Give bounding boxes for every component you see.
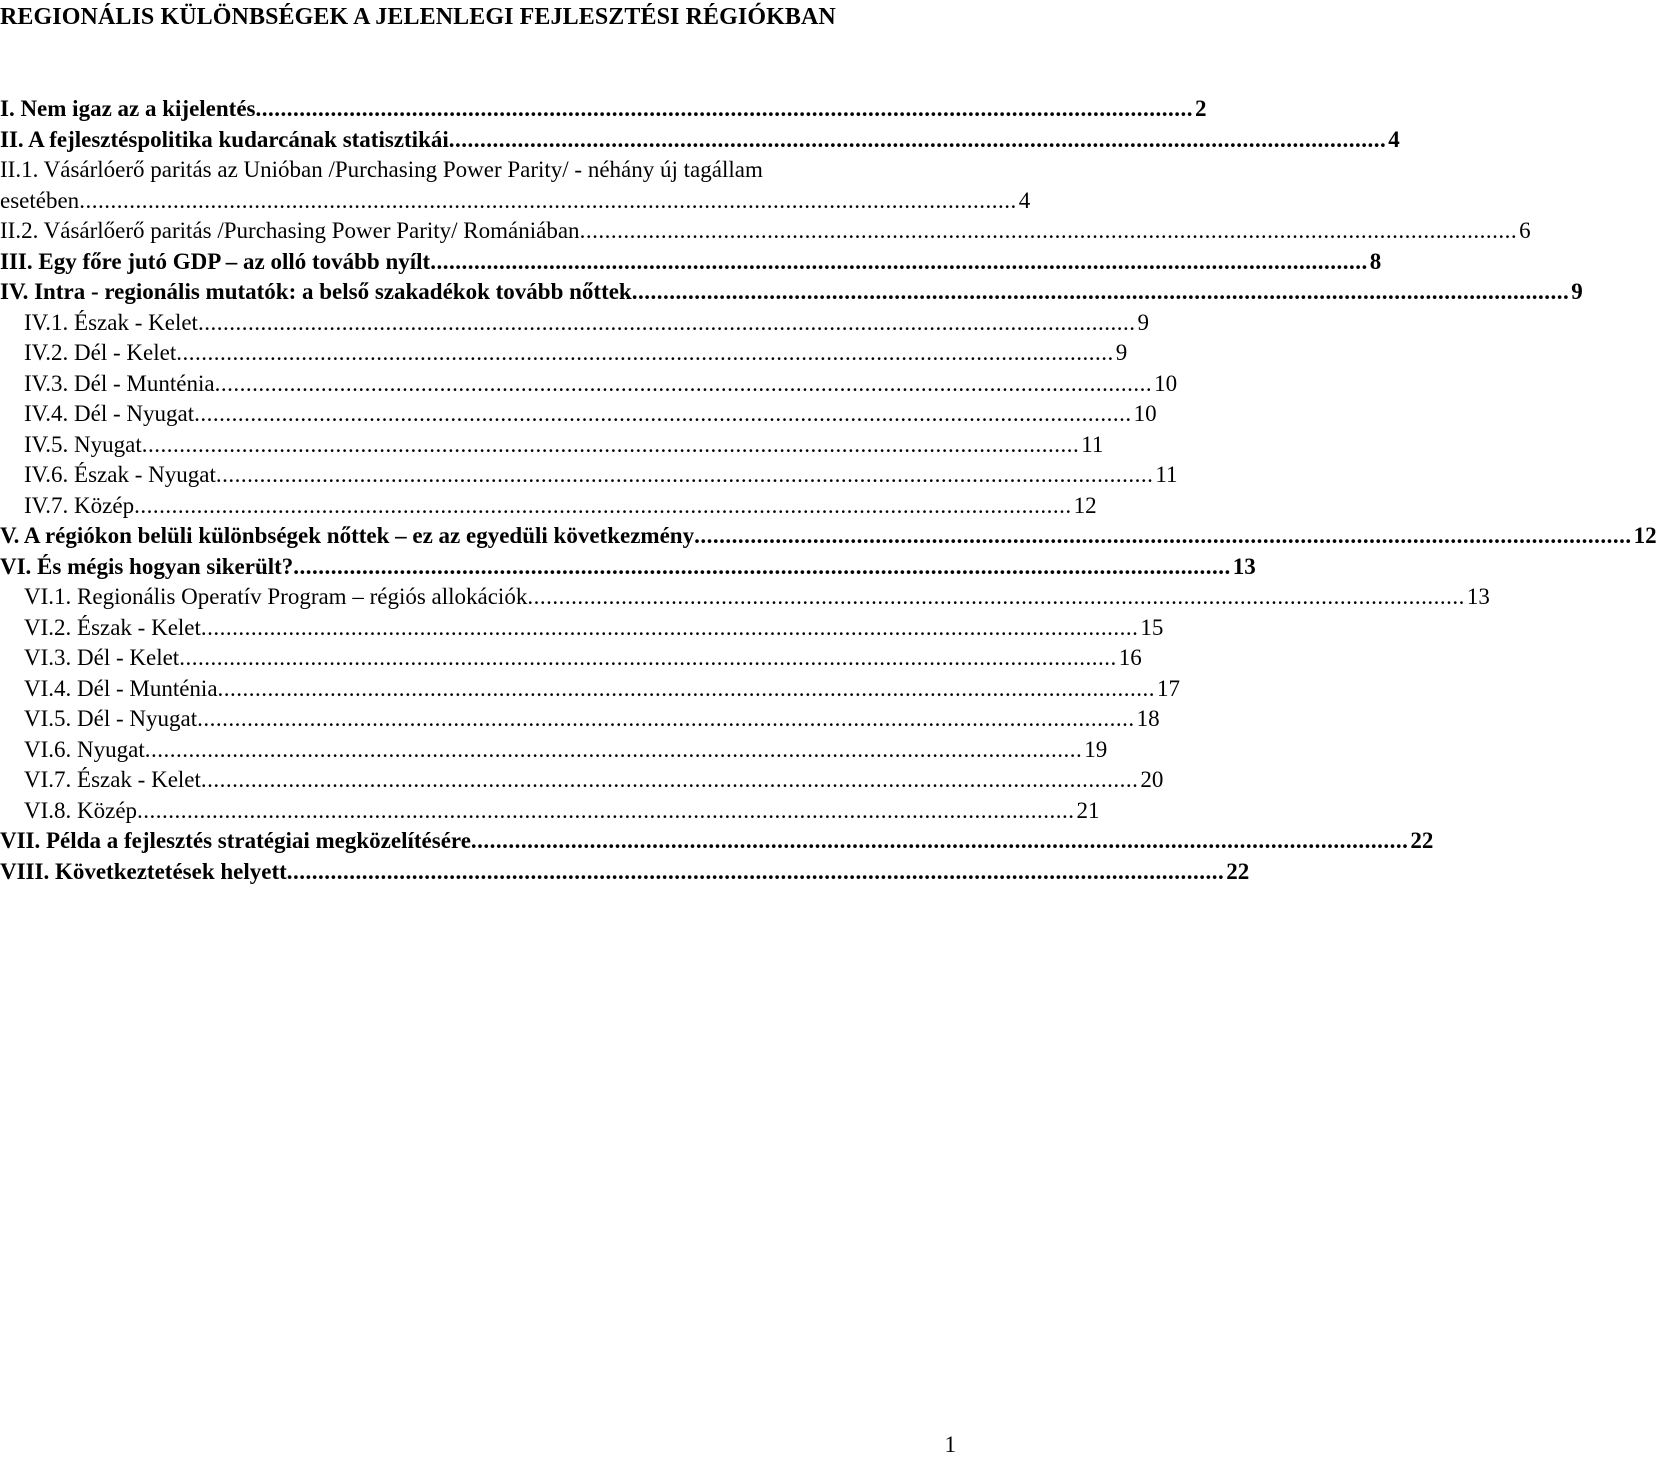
toc-entry-title: IV.7. Közép [24,492,135,518]
toc-entry[interactable] [0,399,1157,430]
toc-entry-page: 13 [1232,553,1256,579]
toc-entry-page: 22 [1410,828,1434,853]
toc-entry-page: 22 [1226,858,1250,884]
toc-entry-page: 11 [1081,431,1104,457]
toc-entry[interactable] [0,613,1164,644]
toc-entry[interactable] [0,491,1097,522]
toc-entry[interactable] [0,186,1031,217]
toc-entry[interactable] [0,826,1434,857]
toc-entry-page: 13 [1466,584,1490,609]
toc-entry-page: 12 [1073,492,1097,518]
toc-entry-title: VI.3. Dél - Kelet [24,645,180,670]
toc-entry-title: VI.1. Regionális Operatív Program – régiós allokációk [24,584,528,609]
toc-entry-page: 20 [1140,767,1164,792]
toc-entry-title: esetében [0,187,80,213]
toc-entry-title: I. Nem igaz az a kijelentés [0,96,256,121]
toc-entry-title: VI. És mégis hogyan sikerült? [0,553,294,579]
toc-entry-page: 4 [1018,187,1031,213]
toc-leader-dots: ...................................................................................................................................................... [430,248,1368,274]
toc-entry-title: VI.2. Észak - Kelet [24,614,201,640]
toc-leader-dots: ...................................................................................................................................................... [217,675,1156,701]
toc-leader-dots: ...................................................................................................................................................... [255,96,1193,121]
toc-entry-page: 2 [1195,96,1207,121]
toc-entry[interactable] [0,338,1128,369]
toc-leader-dots: ...................................................................................................................................................... [579,218,1518,243]
toc-leader-dots: ...................................................................................................................................................... [631,279,1570,304]
toc-entry[interactable] [0,94,1207,125]
toc-entry-page: 21 [1076,797,1100,823]
page-number: 1 [944,1432,956,1457]
toc-leader-dots: ...................................................................................................................................................... [176,340,1114,365]
toc-entry[interactable] [0,247,1382,278]
toc-entry-page: 8 [1369,248,1382,274]
toc-entry[interactable] [0,308,1149,339]
toc-entry-page: 10 [1133,401,1157,426]
toc-entry-title: II.1. Vásárlóerő paritás az Unióban /Purchasing Power Parity/ - néhány új tagállam [0,157,763,182]
toc-leader-dots: ...................................................................................................................................................... [200,767,1139,792]
toc-entry-page: 17 [1157,675,1181,701]
toc-leader-dots: ...................................................................................................................................................... [134,492,1072,518]
toc-entry[interactable] [0,857,1250,888]
toc-entry-page: 19 [1084,736,1108,762]
toc-entry[interactable] [0,369,1178,400]
toc-entry-page: 9 [1115,340,1128,365]
toc-entry[interactable] [0,216,1531,247]
toc-entry-title: IV.4. Dél - Nyugat [24,401,195,426]
toc-entry-title: II.2. Vásárlőerő paritás /Purchasing Power Parity/ Romániában [0,218,580,243]
toc-leader-dots: ...................................................................................................................................................... [286,858,1225,884]
toc-leader-dots: ...................................................................................................................................................... [197,706,1135,731]
toc-leader-dots: ...................................................................................................................................................... [215,462,1154,487]
toc-entry[interactable] [0,430,1104,461]
toc-entry[interactable] [0,552,1256,583]
toc-entry-page: 4 [1388,126,1400,152]
toc-entry[interactable] [0,277,1583,308]
table-of-contents [0,94,1657,887]
toc-entry[interactable] [0,155,960,186]
toc-leader-dots: ...................................................................................................................................................... [141,431,1080,457]
toc-entry-page: 16 [1118,645,1142,670]
document-title: REGIONÁLIS KÜLÖNBSÉGEK A JELENLEGI FEJLESZTÉSI RÉGIÓKBAN [0,4,836,30]
toc-entry-page: 9 [1571,279,1583,304]
toc-entry-title: IV.6. Észak - Nyugat [24,462,216,487]
toc-leader-dots: ...................................................................................................................................................... [79,187,1017,213]
toc-entry-page: 10 [1154,370,1178,396]
toc-leader-dots: ...................................................................................................................................................... [144,736,1083,762]
toc-entry-title: VII. Példa a fejlesztés stratégiai megközelítésére [0,828,471,853]
toc-entry[interactable] [0,704,1160,735]
toc-leader-dots: ...................................................................................................................................................... [214,370,1153,396]
toc-entry-title: VI.5. Dél - Nyugat [24,706,198,731]
toc-entry-title: V. A régiókon belüli különbségek nőttek – ez az egyedüli következmény [0,523,695,548]
toc-leader-dots: ...................................................................................................................................................... [293,553,1231,579]
toc-entry-title: III. Egy főre jutó GDP – az olló tovább nyílt [0,248,431,274]
toc-entry[interactable] [0,582,1490,613]
toc-entry-page: 12 [1633,523,1657,548]
toc-entry-page: 15 [1140,614,1164,640]
toc-entry-title: IV. Intra - regionális mutatók: a belső szakadékok tovább nőttek [0,279,632,304]
toc-entry-page: 6 [1519,218,1531,243]
toc-leader-dots: ...................................................................................................................................................... [200,614,1139,640]
toc-entry[interactable] [0,643,1142,674]
toc-entry[interactable] [0,796,1100,827]
toc-entry-page: 11 [1155,462,1178,487]
toc-entry-title: IV.3. Dél - Munténia [24,370,215,396]
toc-entry[interactable] [0,765,1164,796]
toc-entry-title: VI.6. Nyugat [24,736,145,762]
toc-leader-dots: ...................................................................................................................................................... [197,309,1136,335]
toc-entry[interactable] [0,460,1178,491]
toc-entry-title: VI.8. Közép [24,797,138,823]
toc-leader-dots: ...................................................................................................................................................... [448,126,1387,152]
toc-entry-title: VI.7. Észak - Kelet [24,767,201,792]
toc-entry[interactable] [0,735,1108,766]
toc-entry-page: 9 [1137,309,1149,335]
toc-entry-title: IV.2. Dél - Kelet [24,340,177,365]
toc-leader-dots: ...................................................................................................................................................... [137,797,1075,823]
toc-leader-dots: ...................................................................................................................................................... [527,584,1465,609]
toc-entry-title: IV.5. Nyugat [24,431,142,457]
toc-leader-dots: ...................................................................................................................................................... [470,828,1409,853]
toc-entry-title: IV.1. Észak - Kelet [24,309,198,335]
toc-entry[interactable] [0,125,1400,156]
toc-entry-title: VIII. Következtetések helyett [0,858,287,884]
toc-leader-dots: ...................................................................................................................................................... [194,401,1132,426]
toc-entry-title: VI.4. Dél - Munténia [24,675,218,701]
toc-entry-page: 18 [1136,706,1160,731]
toc-entry[interactable] [0,674,1181,705]
toc-leader-dots: ...................................................................................................................................................... [694,523,1632,548]
toc-entry[interactable] [0,521,1657,552]
toc-leader-dots: ...................................................................................................................................................... [179,645,1117,670]
toc-entry-title: II. A fejlesztéspolitika kudarcának statisztikái [0,126,449,152]
